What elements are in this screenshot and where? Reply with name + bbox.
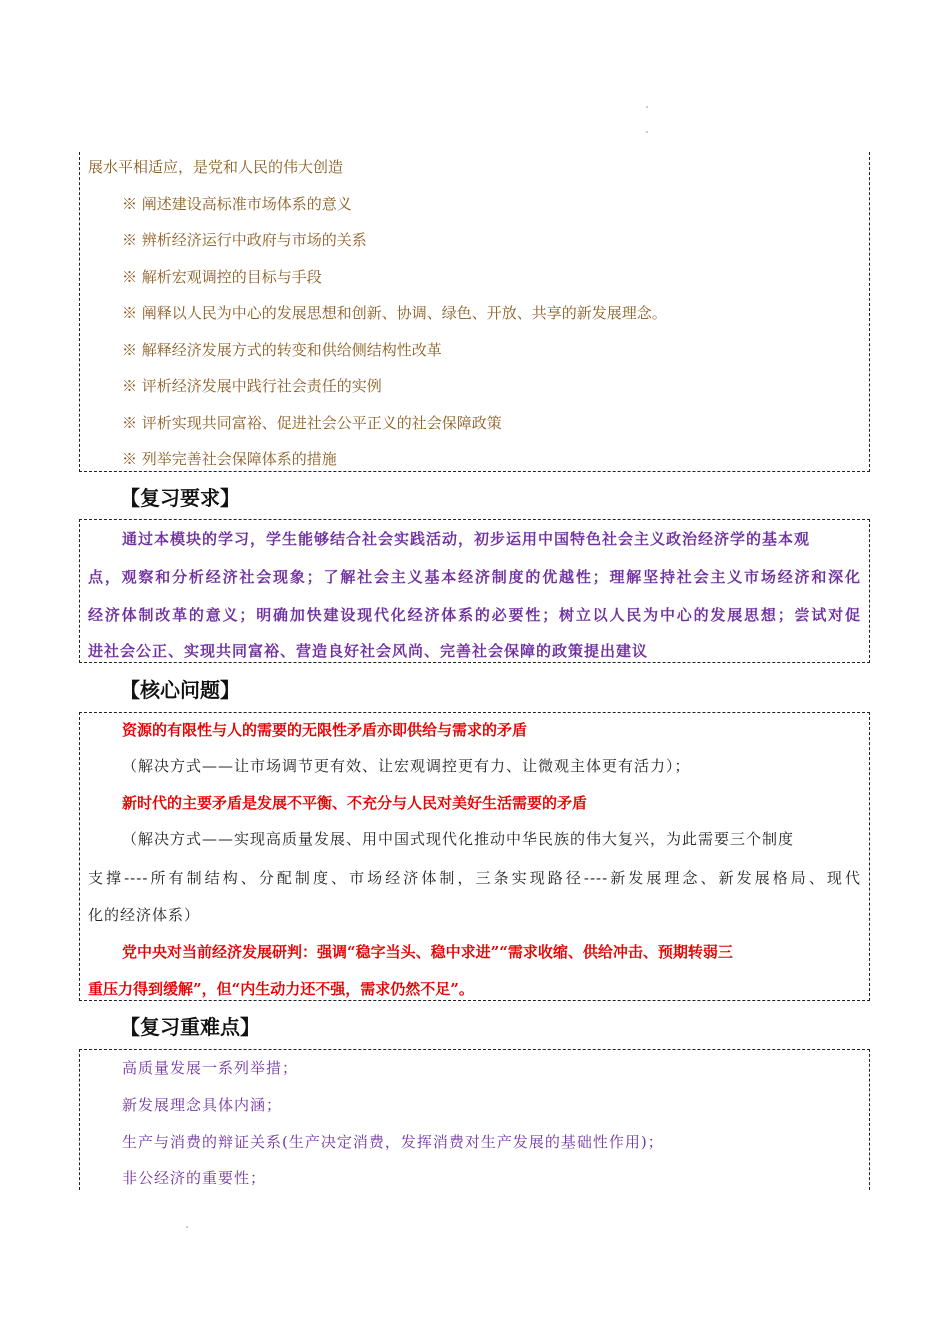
standard-item: ※ 阐述建设高标准市场体系的意义 [122, 195, 352, 213]
standards-box [79, 152, 870, 472]
scan-speck [186, 1226, 188, 1228]
requirement-line: 点，观察和分析经济社会现象；了解社会主义基本经济制度的优越性；理解坚持社会主义市场经济和深化 [88, 568, 861, 586]
review-requirements-box [79, 519, 870, 663]
standard-item: ※ 解析宏观调控的目标与手段 [122, 268, 322, 286]
key-point-item: 高质量发展一系列举措； [122, 1059, 299, 1077]
review-requirements-heading: 【复习要求】 [120, 486, 240, 510]
requirement-line: 通过本模块的学习，学生能够结合社会实践活动，初步运用中国特色社会主义政治经济学的基本观 [122, 530, 811, 548]
key-point-item: 非公经济的重要性； [122, 1169, 267, 1187]
standard-item: ※ 列举完善社会保障体系的措施 [122, 450, 337, 468]
requirement-line: 经济体制改革的意义；明确加快建设现代化经济体系的必要性；树立以人民为中心的发展思想；尝试对促 [88, 606, 861, 624]
continuation-text: 展水平相适应，是党和人民的伟大创造 [88, 158, 344, 176]
standard-item: ※ 辨析经济运行中政府与市场的关系 [122, 231, 367, 249]
core-issues-heading: 【核心问题】 [120, 678, 240, 702]
standard-item: ※ 解释经济发展方式的转变和供给侧结构性改革 [122, 341, 442, 359]
core-issue-line: （解决方式——让市场调节更有效、让宏观调控更有力、让微观主体更有活力）； [122, 757, 691, 775]
key-point-item: 生产与消费的辩证关系(生产决定消费，发挥消费对生产发展的基础性作用)； [122, 1133, 664, 1151]
standard-item: ※ 评析经济发展中践行社会责任的实例 [122, 377, 382, 395]
scan-speck [646, 106, 648, 108]
key-points-heading: 【复习重难点】 [120, 1015, 260, 1039]
key-points-box [79, 1049, 870, 1190]
standard-item: ※ 评析实现共同富裕、促进社会公平正义的社会保障政策 [122, 414, 502, 432]
core-issues-box [79, 712, 870, 1001]
standard-item: ※ 阐释以人民为中心的发展思想和创新、协调、绿色、开放、共享的新发展理念。 [122, 304, 667, 322]
core-issue-line: 支撑----所有制结构、分配制度、市场经济体制，三条实现路径----新发展理念、新发展格局、现代 [88, 869, 861, 887]
core-issue-line: （解决方式——实现高质量发展、用中国式现代化推动中华民族的伟大复兴，为此需要三个制度 [122, 830, 795, 848]
core-issue-line: 化的经济体系） [88, 906, 201, 924]
core-issue-line: 资源的有限性与人的需要的无限性矛盾亦即供给与需求的矛盾 [122, 721, 528, 739]
core-issue-line: 新时代的主要矛盾是发展不平衡、不充分与人民对美好生活需要的矛盾 [122, 794, 588, 812]
core-issue-line: 重压力得到缓解”，但“内生动力还不强，需求仍然不足”。 [88, 980, 474, 998]
core-issue-line: 党中央对当前经济发展研判：强调“稳字当头、稳中求进”“需求收缩、供给冲击、预期转弱三 [122, 943, 733, 961]
key-point-item: 新发展理念具体内涵； [122, 1096, 283, 1114]
scan-speck [646, 131, 648, 133]
requirement-line: 进社会公正、实现共同富裕、营造良好社会风尚、完善社会保障的政策提出建议 [88, 642, 649, 660]
